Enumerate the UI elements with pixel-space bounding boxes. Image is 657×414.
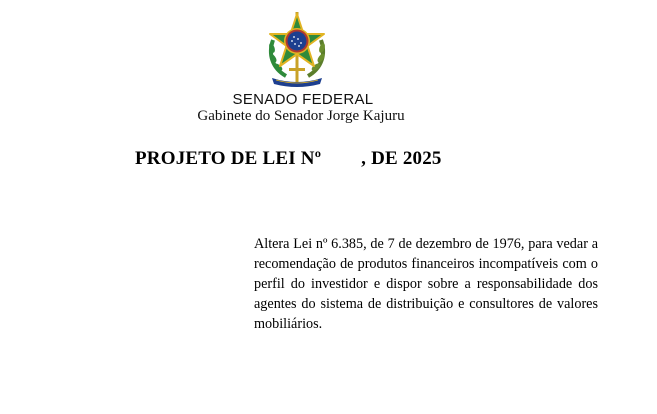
bill-title-prefix: PROJETO DE LEI Nº — [135, 148, 322, 169]
bill-ementa: Altera Lei nº 6.385, de 7 de dezembro de 1976, para vedar a recomendação de produtos financeiros incompatíveis com o perfil do investidor e dispor sobre a responsabilidade dos agentes do sistema de distribuição e consultores de valores mobiliários. — [254, 236, 598, 332]
office-name: Gabinete do Senador Jorge Kajuru — [197, 108, 405, 124]
bill-title-suffix: , DE 2025 — [361, 148, 442, 169]
institution-name: SENADO FEDERAL — [232, 91, 374, 108]
bill-title — [135, 148, 442, 170]
brazil-coat-of-arms-icon — [264, 10, 330, 88]
